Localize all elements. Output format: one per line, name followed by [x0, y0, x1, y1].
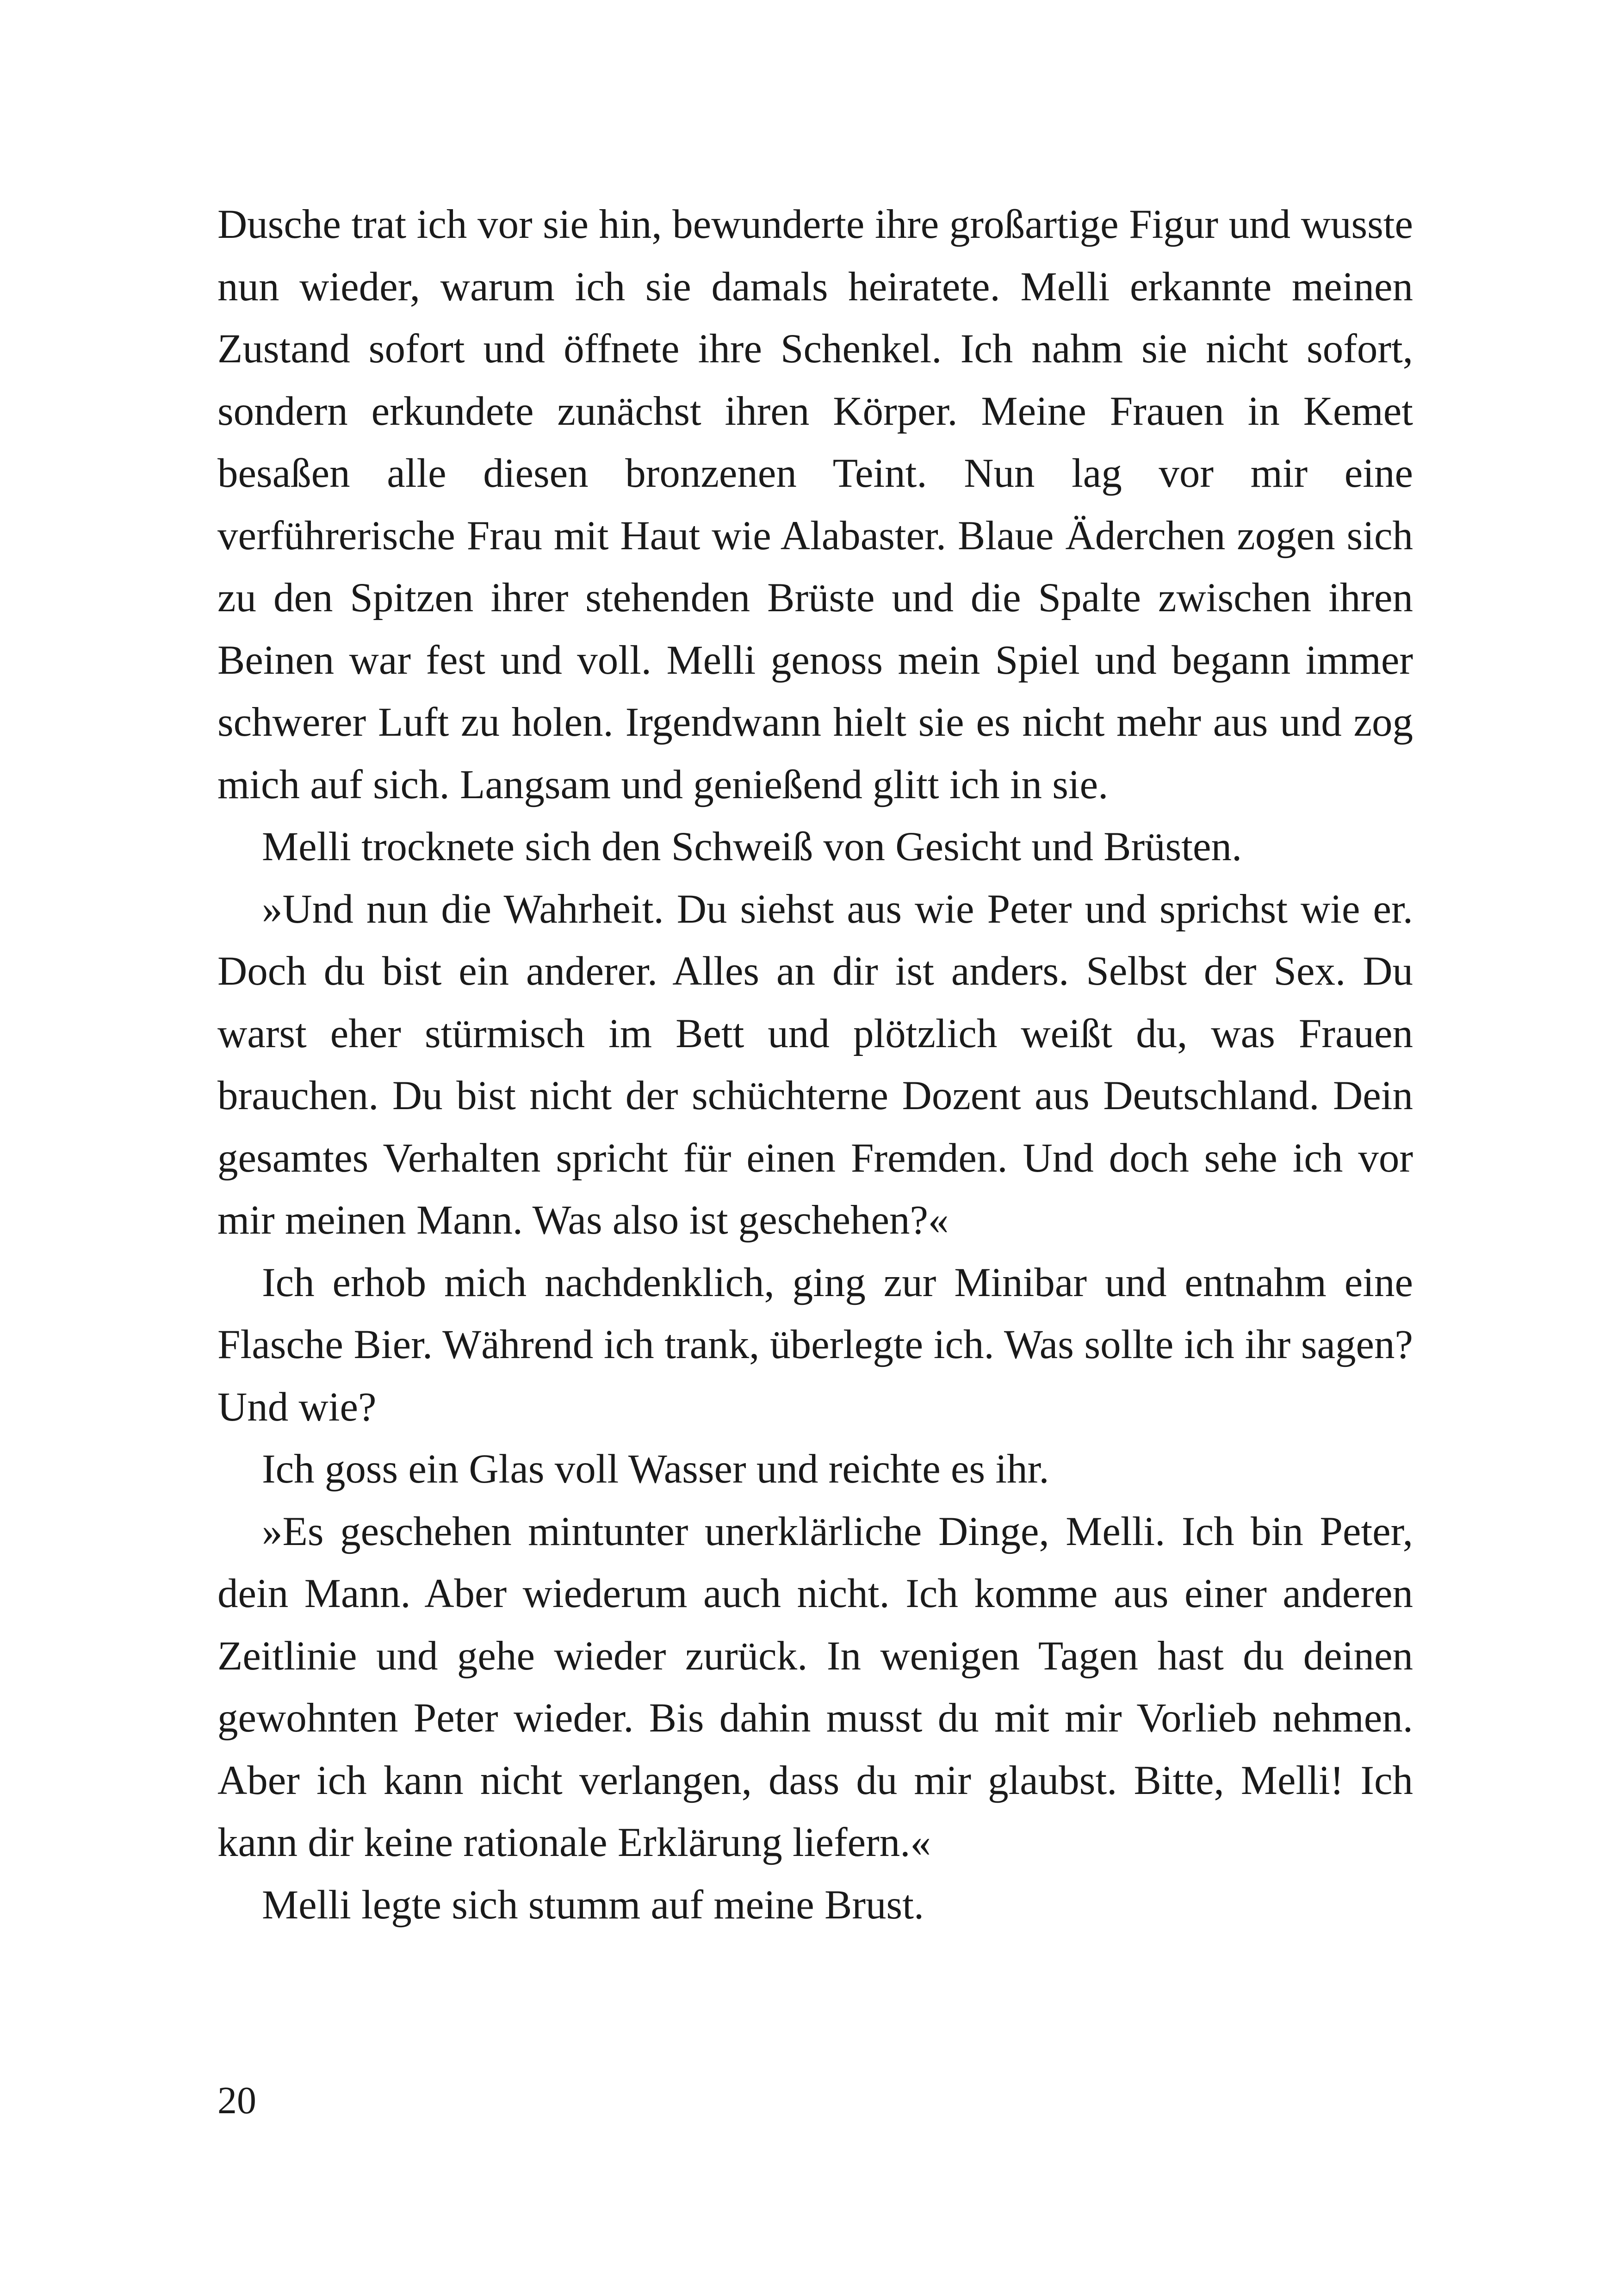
paragraph-1: Dusche trat ich vor sie hin, bewunderte ihre großartige Figur und wusste nun wieder, warum ich sie damals heiratete. Melli erkannte meinen Zustand sofort und öffnete ihre Schenkel. Ich nahm sie nicht sofort, sondern erkundete zunächst ihren Körper. Meine Frauen in Kemet besaßen alle diesen bronzenen Teint. Nun lag vor mir eine verführerische Frau mit Haut wie Alabaster. Blaue Äderchen zogen sich zu den Spitzen ihrer stehenden Brüste und die Spalte zwischen ihren Beinen war fest und voll. Melli genoss mein Spiel und begann immer schwerer Luft zu holen. Irgendwann hielt sie es nicht mehr aus und zog mich auf sich. Langsam und genießend glitt ich in sie. [217, 202, 1413, 807]
page-number: 20 [217, 2079, 256, 2122]
paragraph-2: Melli trocknete sich den Schweiß von Gesicht und Brüsten. [262, 824, 1242, 869]
paragraph-3: »Und nun die Wahrheit. Du siehst aus wie Peter und sprichst wie er. Doch du bist ein anderer. Alles an dir ist anders. Selbst der Sex. Du warst eher stürmisch im Bett und plötzlich weißt du, was Frauen brauchen. Du bist nicht der schüchterne Dozent aus Deutschland. Dein gesamtes Verhalten spricht für einen Fremden. Und doch sehe ich vor mir meinen Mann. Was also ist geschehen?« [217, 886, 1413, 1243]
paragraph-5: Ich goss ein Glas voll Wasser und reichte es ihr. [262, 1446, 1049, 1492]
body-text [217, 193, 1413, 1936]
paragraph-6: »Es geschehen mintunter unerklärliche Dinge, Melli. Ich bin Peter, dein Mann. Aber wiederum auch nicht. Ich komme aus einer anderen Zeitlinie und gehe wieder zurück. In wenigen Tagen hast du deinen gewohnten Peter wieder. Bis dahin musst du mit mir Vorlieb nehmen. Aber ich kann nicht verlangen, dass du mir glaubst. Bitte, Melli! Ich kann dir keine rationale Erklärung liefern.« [217, 1508, 1413, 1865]
paragraph-4: Ich erhob mich nachdenklich, ging zur Minibar und entnahm eine Flasche Bier. Während ich trank, überlegte ich. Was sollte ich ihr sagen? Und wie? [217, 1260, 1413, 1430]
paragraph-7: Melli legte sich stumm auf meine Brust. [262, 1882, 924, 1928]
